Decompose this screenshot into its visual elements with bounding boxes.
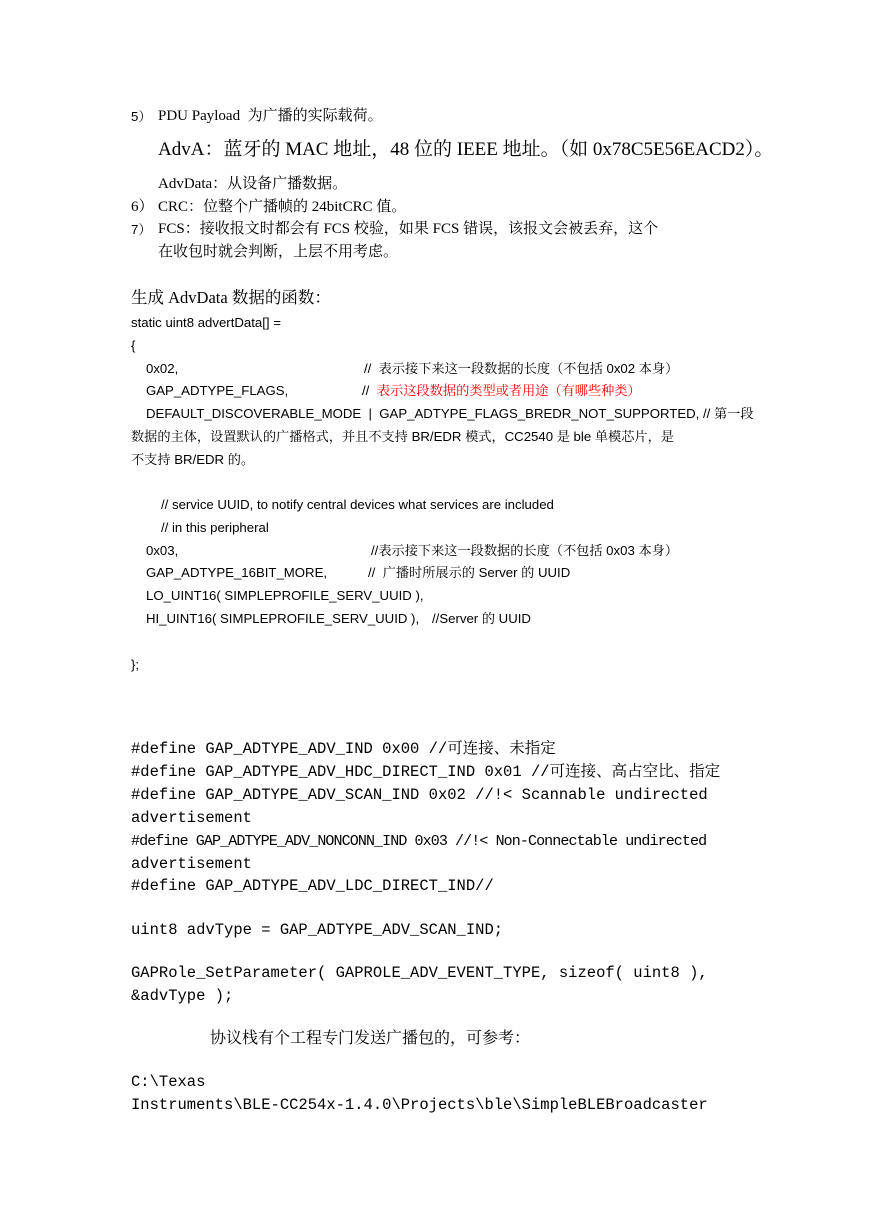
code-comment-4: //表示接下来这一段数据的长度（不包括 0x03 本身） (371, 543, 679, 558)
list-number-7: 7） (131, 222, 152, 237)
define-adv-ind: #define GAP_ADTYPE_ADV_IND 0x00 //可连接、未指定 (131, 740, 556, 758)
item-5-text: PDU Payload 为广播的实际载荷。 (158, 108, 383, 124)
define-adv-nonconn-ind: #define GAP_ADTYPE_ADV_NONCONN_IND 0x03 //!< Non-Connectable undirected (131, 833, 707, 850)
gaprole-set-parameter: GAPRole_SetParameter( GAPROLE_ADV_EVENT_TYPE, sizeof( uint8 ), (131, 964, 708, 982)
item-7-continuation: 在收包时就会判断，上层不用考虑。 (158, 244, 399, 260)
path-line-2: Instruments\BLE-CC254x-1.4.0\Projects\ble\SimpleBLEBroadcaster (131, 1096, 708, 1114)
define-adv-ldc-direct-ind: #define GAP_ADTYPE_ADV_LDC_DIRECT_IND// (131, 877, 494, 895)
adva-line: AdvA：蓝牙的 MAC 地址，48 位的 IEEE 地址。（如 0x78C5E56EACD2）。 (158, 139, 774, 160)
code-comment-2-red: 表示这段数据的类型或者用途（有哪些种类） (377, 383, 641, 398)
code-comment-2-slashes: // (362, 383, 370, 398)
code-decl: static uint8 advertData[] = (131, 315, 281, 330)
code-line-2: GAP_ADTYPE_FLAGS, (146, 383, 289, 398)
item-6-text: CRC：位整个广播帧的 24bitCRC 值。 (158, 199, 407, 215)
code-open-brace: { (131, 338, 136, 353)
define-adv-scan-ind: #define GAP_ADTYPE_ADV_SCAN_IND 0x02 //!< Scannable undirected (131, 786, 708, 804)
define-adv-hdc-direct-ind: #define GAP_ADTYPE_ADV_HDC_DIRECT_IND 0x01 //可连接、高占空比、指定 (131, 763, 721, 781)
define-adv-nonconn-ind-wrap: advertisement (131, 855, 252, 873)
code-line-1: 0x02, (146, 361, 179, 376)
gaprole-set-parameter-wrap: &advType ); (131, 987, 234, 1005)
item-7-text: FCS：接收报文时都会有 FCS 校验，如果 FCS 错误，该报文会被丢弃，这个 (158, 221, 659, 237)
code-line-6: LO_UINT16( SIMPLEPROFILE_SERV_UUID ), (146, 588, 424, 603)
path-line-1: C:\Texas (131, 1073, 206, 1091)
adv-type-declaration: uint8 advType = GAP_ADTYPE_ADV_SCAN_IND; (131, 921, 504, 939)
code-line-3-wrap-2: 不支持 BR/EDR 的。 (131, 452, 255, 467)
function-heading: 生成 AdvData 数据的函数： (131, 288, 331, 307)
code-comment-1: // 表示接下来这一段数据的长度（不包括 0x02 本身） (364, 361, 679, 376)
code-line-7: HI_UINT16( SIMPLEPROFILE_SERV_UUID ), (146, 611, 420, 626)
advdata-line: AdvData：从设备广播数据。 (158, 176, 348, 192)
code-line-3: DEFAULT_DISCOVERABLE_MODE | GAP_ADTYPE_FLAGS_BREDR_NOT_SUPPORTED, // 第一段 (146, 406, 754, 421)
list-number-5: 5） (131, 109, 152, 124)
code-comment-peripheral: // in this peripheral (161, 520, 269, 535)
code-line-4: 0x03, (146, 543, 179, 558)
reference-note: 协议栈有个工程专门发送广播包的，可参考： (210, 1030, 531, 1047)
code-comment-service-uuid: // service UUID, to notify central devices what services are included (161, 497, 554, 512)
code-comment-5: // 广播时所展示的 Server 的 UUID (368, 565, 571, 580)
code-close-brace: }; (131, 657, 140, 672)
code-line-5: GAP_ADTYPE_16BIT_MORE, (146, 565, 328, 580)
code-comment-7: //Server 的 UUID (432, 611, 531, 626)
define-adv-scan-ind-wrap: advertisement (131, 809, 252, 827)
list-number-6: 6） (131, 199, 154, 215)
code-line-3-wrap-1: 数据的主体，设置默认的广播格式，并且不支持 BR/EDR 模式，CC2540 是 ble 单模芯片，是 (131, 429, 674, 444)
